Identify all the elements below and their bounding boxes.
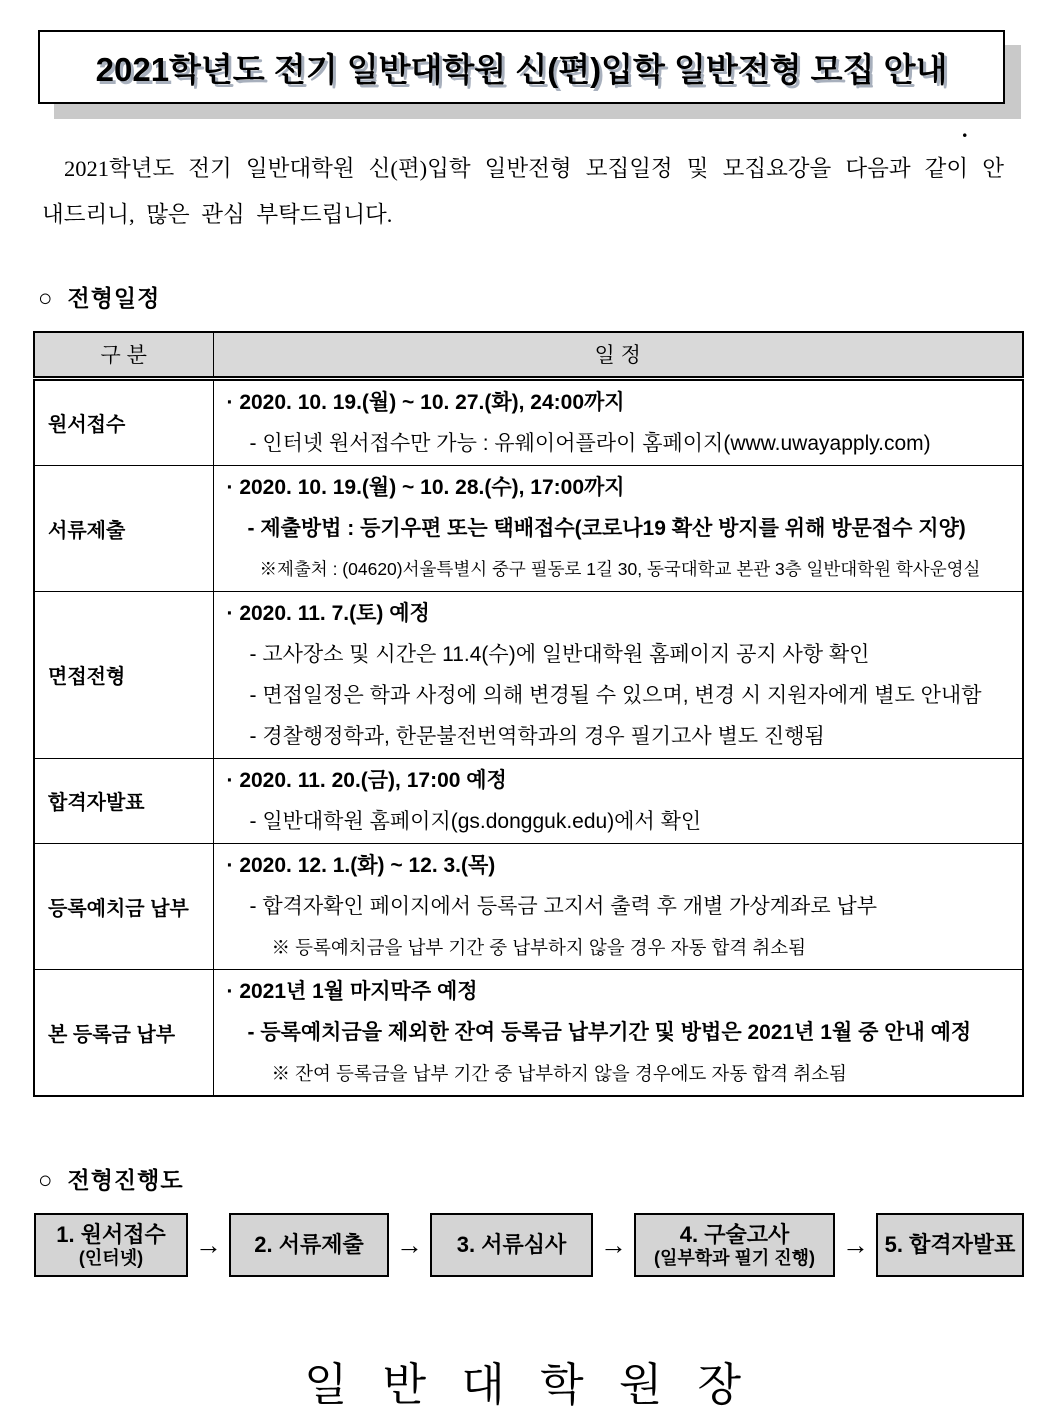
row-label: 서류제출: [34, 465, 213, 591]
row-label: 면접전형: [34, 591, 213, 758]
circle-bullet-icon: ○: [38, 1168, 54, 1194]
title-box: [38, 30, 1005, 104]
schedule-line: - 일반대학원 홈페이지(gs.dongguk.edu)에서 확인: [249, 809, 702, 833]
flow-step: [634, 1213, 835, 1277]
section-heading-schedule: [38, 280, 160, 313]
schedule-line: - 인터넷 원서접수만 가능 : 유웨이어플라이 홈페이지(www.uwayapply.com): [249, 431, 931, 455]
row-lines: [213, 591, 1023, 758]
schedule-line: - 고사장소 및 시간은 11.4(수)에 일반대학원 홈페이지 공지 사항 확인: [249, 642, 870, 666]
circle-bullet-icon: ○: [38, 286, 54, 312]
flow-step-sublabel: (일부학과 필기 진행): [653, 1247, 816, 1268]
flow-step: [229, 1213, 389, 1277]
row-lines: [213, 969, 1023, 1096]
right-arrow-icon: →: [600, 1229, 627, 1260]
flow-step: [876, 1213, 1024, 1277]
page-title: 2021학년도 전기 일반대학원 신(편)입학 일반전형 모집 안내: [95, 50, 948, 88]
schedule-line: · 2020. 11. 7.(토) 예정: [226, 601, 430, 625]
flow-step-label: 1. 원서접수: [56, 1221, 166, 1247]
intro-line-1: 2021학년도 전기 일반대학원 신(편)입학 일반전형 모집일정 및 모집요강을 다음과 같이 안: [64, 156, 1004, 181]
table-row: [34, 591, 1023, 758]
right-arrow-icon: →: [842, 1229, 869, 1260]
flow-step-label: 4. 구술고사: [679, 1221, 790, 1247]
schedule-line: - 경찰행정학과, 한문불전번역학과의 경우 필기고사 별도 진행됨: [249, 724, 825, 748]
flow-steps: [34, 1213, 1024, 1277]
flow-step: [34, 1213, 188, 1277]
row-label: 등록예치금 납부: [34, 843, 213, 969]
table-header-schedule: 일 정: [213, 332, 1023, 378]
table-header-category: 구 분: [34, 332, 213, 378]
section-title-schedule: 전형일정: [67, 286, 161, 311]
schedule-line: ※ 등록예치금을 납부 기간 중 납부하지 않을 경우 자동 합격 취소됨: [271, 936, 807, 958]
schedule-line: · 2020. 10. 19.(월) ~ 10. 28.(수), 17:00까지: [226, 475, 625, 499]
flow-step: [430, 1213, 593, 1277]
schedule-line: - 등록예치금을 제외한 잔여 등록금 납부기간 및 방법은 2021년 1월 중 안내 예정: [247, 1020, 972, 1044]
schedule-line: ※제출처 : (04620)서울특별시 중구 필동로 1길 30, 동국대학교 본관 3층 일반대학원 학사운영실: [259, 558, 981, 579]
schedule-line: · 2020. 11. 20.(금), 17:00 예정: [226, 768, 507, 792]
schedule-line: - 면접일정은 학과 사정에 의해 변경될 수 있으며, 변경 시 지원자에게 별도 안내함: [249, 683, 982, 707]
schedule-line: - 합격자확인 페이지에서 등록금 고지서 출력 후 개별 가상계좌로 납부: [249, 894, 878, 918]
row-lines: [213, 378, 1023, 465]
intro-line-2: 내드리니, 많은 관심 부탁드립니다.: [42, 202, 393, 227]
table-row: [34, 378, 1023, 465]
schedule-line: - 제출방법 : 등기우편 또는 택배접수(코로나19 확산 방지를 위해 방문접수 지양): [247, 516, 966, 540]
table-row: [34, 465, 1023, 591]
flow-step-label: 3. 서류심사: [456, 1232, 567, 1257]
row-label: 원서접수: [34, 378, 213, 465]
schedule-line: · 2021년 1월 마지막주 예정: [226, 979, 478, 1003]
schedule-line: · 2020. 10. 19.(월) ~ 10. 27.(화), 24:00까지: [226, 390, 625, 414]
right-arrow-icon: →: [195, 1229, 222, 1260]
signature: 일 반 대 학 원 장: [303, 1360, 754, 1410]
section-title-flow: 전형진행도: [67, 1168, 184, 1193]
stray-dot: .: [962, 117, 968, 142]
table-header-row: [34, 332, 1023, 378]
row-label: 합격자발표: [34, 758, 213, 843]
row-lines: [213, 843, 1023, 969]
flow-step-sublabel: (인터넷): [78, 1247, 144, 1268]
section-heading-flow: [38, 1162, 184, 1195]
row-label: 본 등록금 납부: [34, 969, 213, 1096]
table-row: [34, 843, 1023, 969]
table-row: [34, 758, 1023, 843]
schedule-line: ※ 잔여 등록금을 납부 기간 중 납부하지 않을 경우에도 자동 합격 취소됨: [271, 1062, 847, 1084]
table-row: [34, 969, 1023, 1096]
schedule-table: [33, 331, 1024, 1097]
right-arrow-icon: →: [396, 1229, 423, 1260]
schedule-line: · 2020. 12. 1.(화) ~ 12. 3.(목): [226, 853, 496, 877]
intro-paragraph: [42, 146, 1004, 238]
flow-step-label: 2. 서류제출: [254, 1232, 364, 1257]
row-lines: [213, 758, 1023, 843]
flow-step-label: 5. 합격자발표: [884, 1232, 1016, 1257]
row-lines: [213, 465, 1023, 591]
